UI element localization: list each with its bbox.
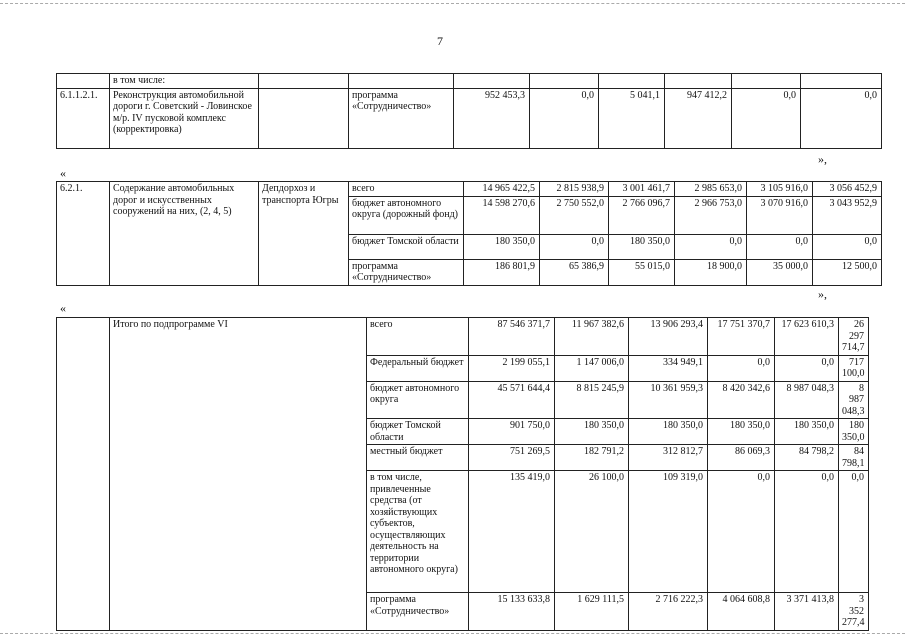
value-cell: 15 133 633,8 [469,593,555,631]
value-cell: 3 001 461,7 [609,182,675,197]
value-cell: 0,0 [839,471,869,593]
value-cell: 180 350,0 [775,419,839,445]
value-cell: 0,0 [530,88,599,148]
value-cell: 334 949,1 [629,355,708,381]
value-cell: 10 361 959,3 [629,381,708,419]
value-cell: 8 815 245,9 [555,381,629,419]
value-cell: 8 987 048,3 [775,381,839,419]
row-source: всего [367,318,469,356]
value-cell: 8 987 048,3 [839,381,869,419]
value-cell: 180 350,0 [629,419,708,445]
closing-quote: », [818,287,827,301]
value-cell: 18 900,0 [675,259,747,285]
row-source: бюджет автономного округа (дорожный фонд) [349,196,464,234]
value-cell: 45 571 644,4 [469,381,555,419]
value-cell: 751 269,5 [469,445,555,471]
value-cell: 17 623 610,3 [775,318,839,356]
value-cell: 14 965 422,5 [464,182,540,197]
row-source: программа «Сотрудничество» [349,259,464,285]
value-cell: 2 815 938,9 [540,182,609,197]
row-source: программа «Сотрудничество» [367,593,469,631]
value-cell: 180 350,0 [609,234,675,259]
value-cell: 35 000,0 [747,259,813,285]
value-cell: 84 798,2 [775,445,839,471]
value-cell: 3 371 413,8 [775,593,839,631]
value-cell: 947 412,2 [665,88,732,148]
value-cell: 86 069,3 [708,445,775,471]
row-name: Реконструкция автомобильной дороги г. Советский - Ловинское м/р. IV пусковой комплекс (корректировка) [110,88,259,148]
opening-quote: « [60,301,66,315]
value-cell: 0,0 [813,234,882,259]
value-cell: 84 798,1 [839,445,869,471]
row-source: в том числе, привлеченные средства (от хозяйствующих субъектов, осуществляющих деятельность на территории автономного округа) [367,471,469,593]
value-cell: 13 906 293,4 [629,318,708,356]
value-cell: 135 419,0 [469,471,555,593]
value-cell: 3 070 916,0 [747,196,813,234]
value-cell: 3 056 452,9 [813,182,882,197]
row-source: Федеральный бюджет [367,355,469,381]
value-cell: 2 716 222,3 [629,593,708,631]
value-cell: 0,0 [775,471,839,593]
row-source: бюджет автономного округа [367,381,469,419]
value-cell: 312 812,7 [629,445,708,471]
value-cell: 1 147 006,0 [555,355,629,381]
value-cell: 8 420 342,6 [708,381,775,419]
row-source: программа «Сотрудничество» [349,88,454,148]
row-name: Содержание автомобильных дорог и искусственных сооружений на них, (2, 4, 5) [110,182,259,286]
value-cell: 0,0 [732,88,801,148]
value-cell: 26 297 714,7 [839,318,869,356]
value-cell: 2 766 096,7 [609,196,675,234]
top-scan-edge [0,3,905,4]
value-cell: 87 546 371,7 [469,318,555,356]
page-number: 7 [437,34,443,48]
opening-quote: « [60,166,66,180]
value-cell: 180 350,0 [555,419,629,445]
value-cell: 3 043 952,9 [813,196,882,234]
value-cell: 901 750,0 [469,419,555,445]
value-cell: 2 985 653,0 [675,182,747,197]
value-cell: 5 041,1 [599,88,665,148]
row-source: бюджет Томской области [367,419,469,445]
value-cell: 14 598 270,6 [464,196,540,234]
table-row [57,318,869,356]
value-cell: 0,0 [775,355,839,381]
value-cell: 55 015,0 [609,259,675,285]
table-row [57,88,882,148]
row-name: Итого по подпрограмме VI [110,318,367,631]
sub-header-cell: в том числе: [110,74,259,89]
table-road-maintenance [56,181,882,286]
bottom-scan-edge [0,633,905,634]
row-executor: Депдорхоз и транспорта Югры [259,182,349,286]
value-cell: 186 801,9 [464,259,540,285]
value-cell: 0,0 [675,234,747,259]
value-cell: 2 750 552,0 [540,196,609,234]
row-code: 6.1.1.2.1. [57,88,110,148]
value-cell: 180 350,0 [839,419,869,445]
value-cell: 1 629 111,5 [555,593,629,631]
value-cell: 0,0 [801,88,882,148]
value-cell: 0,0 [708,471,775,593]
value-cell: 180 350,0 [464,234,540,259]
row-code: 6.2.1. [57,182,110,286]
value-cell: 12 500,0 [813,259,882,285]
value-cell: 2 199 055,1 [469,355,555,381]
row-source: бюджет Томской области [349,234,464,259]
table-row [57,182,882,197]
closing-quote: », [818,152,827,166]
value-cell: 3 105 916,0 [747,182,813,197]
value-cell: 0,0 [540,234,609,259]
value-cell: 952 453,3 [454,88,530,148]
value-cell: 0,0 [747,234,813,259]
table-subprogram-total [56,317,869,631]
value-cell: 180 350,0 [708,419,775,445]
value-cell: 182 791,2 [555,445,629,471]
value-cell: 17 751 370,7 [708,318,775,356]
value-cell: 65 386,9 [540,259,609,285]
value-cell: 109 319,0 [629,471,708,593]
row-source: местный бюджет [367,445,469,471]
value-cell: 3 352 277,4 [839,593,869,631]
value-cell: 26 100,0 [555,471,629,593]
row-source: всего [349,182,464,197]
table-road-reconstruction [56,73,882,149]
value-cell: 717 100,0 [839,355,869,381]
value-cell: 4 064 608,8 [708,593,775,631]
value-cell: 0,0 [708,355,775,381]
value-cell: 11 967 382,6 [555,318,629,356]
value-cell: 2 966 753,0 [675,196,747,234]
row-executor [259,88,349,148]
table-row [57,74,882,89]
